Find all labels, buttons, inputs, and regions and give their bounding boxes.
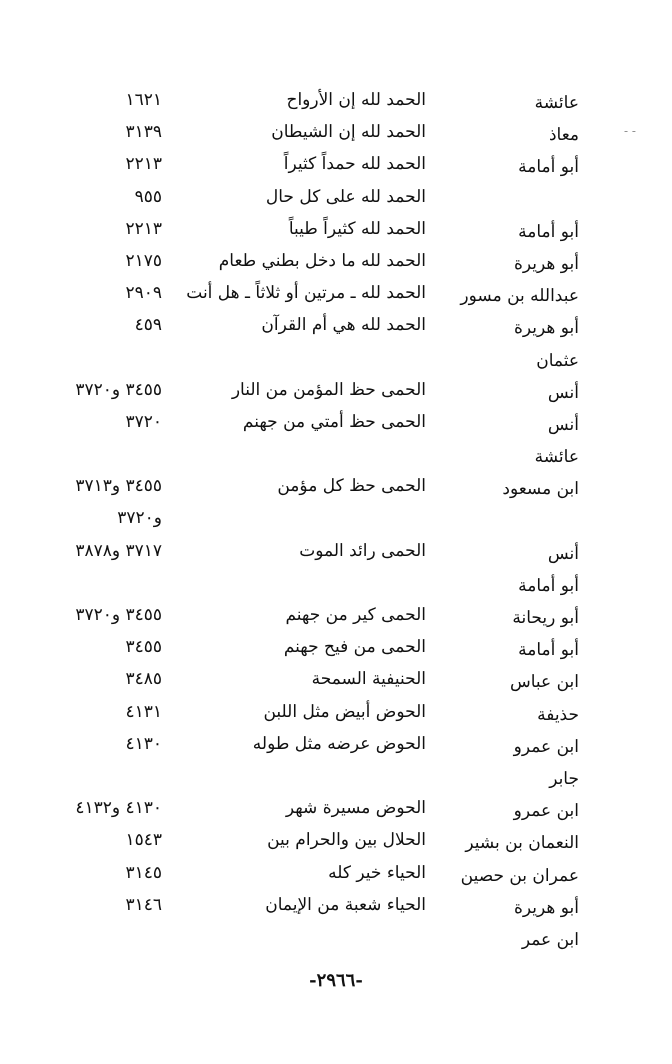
narrator-name: عائشة bbox=[534, 447, 579, 468]
index-row bbox=[0, 309, 672, 341]
narrator-name: أبو هريرة bbox=[513, 318, 579, 339]
index-row bbox=[0, 470, 672, 502]
narrator-name: أبو هريرة bbox=[513, 253, 579, 274]
narrator-name: ابن عمرو bbox=[513, 736, 579, 757]
hadith-incipit: الحمد لله كثيراً طيباً bbox=[288, 218, 426, 239]
hadith-incipit: الحياء شعبة من الإيمان bbox=[265, 894, 426, 915]
hadith-incipit: الحمد لله على كل حال bbox=[265, 186, 426, 207]
index-row bbox=[0, 277, 672, 309]
narrator-name: ابن عمر bbox=[521, 929, 579, 950]
hadith-incipit: الحمد لله ـ مرتين أو ثلاثاً ـ هل أنت bbox=[186, 283, 426, 304]
hadith-reference-number: ١٥٤٣ bbox=[125, 830, 162, 851]
hadith-incipit: الحوض مسيرة شهر bbox=[285, 798, 426, 819]
hadith-incipit: الحمى من فيح جهنم bbox=[283, 637, 426, 658]
index-row bbox=[0, 631, 672, 663]
index-row bbox=[0, 116, 672, 148]
narrator-name: جابر bbox=[549, 768, 579, 789]
narrator-name: أبو ريحانة bbox=[512, 608, 579, 628]
index-row bbox=[0, 438, 672, 470]
hadith-incipit: الحمد لله إن الأرواح bbox=[286, 90, 426, 110]
hadith-incipit: الحمد لله ما دخل بطني طعام bbox=[218, 250, 426, 271]
hadith-reference-number: ٢١٧٥ bbox=[125, 250, 162, 271]
index-row bbox=[0, 502, 672, 534]
hadith-incipit: الحلال بين والحرام بين bbox=[267, 830, 426, 851]
index-row bbox=[0, 535, 672, 567]
hadith-incipit: الحنيفية السمحة bbox=[311, 669, 426, 690]
margin-mark: - - bbox=[624, 124, 636, 138]
index-row bbox=[0, 857, 672, 889]
hadith-reference-number: و٣٧٢٠ bbox=[117, 508, 162, 529]
hadith-reference-number: ٣٤٨٥ bbox=[125, 669, 162, 690]
hadith-reference-number: ٣١٤٥ bbox=[125, 862, 162, 883]
hadith-incipit: الحمى حظ كل مؤمن bbox=[277, 476, 426, 497]
narrator-name: أبو أمامة bbox=[518, 575, 579, 596]
hadith-incipit: الحوض عرضه مثل طوله bbox=[252, 733, 426, 754]
hadith-reference-number: ٤١٣٠ bbox=[125, 733, 162, 754]
hadith-reference-number: ٢٢١٣ bbox=[125, 154, 162, 175]
hadith-reference-number: ٣٤٥٥ و٣٧٢٠ bbox=[75, 379, 162, 400]
narrator-name: ابن عمرو bbox=[513, 801, 579, 822]
hadith-reference-number: ٣١٤٦ bbox=[125, 894, 162, 915]
index-row bbox=[0, 696, 672, 728]
hadith-incipit: الحياء خير كله bbox=[328, 862, 426, 883]
index-row bbox=[0, 245, 672, 277]
index-row bbox=[0, 567, 672, 599]
narrator-name: عائشة bbox=[534, 93, 579, 113]
index-row bbox=[0, 728, 672, 760]
hadith-reference-number: ٢٢١٣ bbox=[125, 218, 162, 239]
index-row bbox=[0, 760, 672, 792]
narrator-name: أنس bbox=[547, 543, 579, 564]
narrator-name: ابن مسعود bbox=[502, 479, 579, 500]
narrator-name: النعمان بن بشير bbox=[465, 833, 579, 854]
narrator-name: عمران بن حصين bbox=[460, 865, 579, 886]
hadith-reference-number: ٣٤٥٥ و٣٧٢٠ bbox=[75, 605, 162, 625]
narrator-name: عثمان bbox=[536, 350, 579, 371]
index-row bbox=[0, 889, 672, 921]
narrator-name: أبو أمامة bbox=[518, 221, 579, 242]
hadith-incipit: الحمى حظ المؤمن من النار bbox=[231, 379, 426, 400]
index-row bbox=[0, 148, 672, 180]
narrator-name: أنس bbox=[547, 382, 579, 403]
hadith-incipit: الحمد لله هي أم القرآن bbox=[261, 315, 426, 336]
index-entries bbox=[0, 84, 672, 953]
index-row bbox=[0, 406, 672, 438]
hadith-incipit: الحمى حظ أمتي من جهنم bbox=[242, 411, 426, 432]
hadith-incipit: الحمد لله حمداً كثيراً bbox=[283, 154, 426, 175]
index-row bbox=[0, 663, 672, 695]
index-row bbox=[0, 213, 672, 245]
page-number: -٢٩٦٦- bbox=[309, 970, 363, 991]
index-row bbox=[0, 921, 672, 953]
hadith-reference-number: ١٦٢١ bbox=[125, 90, 162, 110]
narrator-name: ابن عباس bbox=[509, 672, 579, 693]
narrator-name: أبو أمامة bbox=[518, 640, 579, 661]
index-row bbox=[0, 824, 672, 856]
hadith-reference-number: ٣٤٥٥ bbox=[125, 637, 162, 658]
hadith-reference-number: ٤١٣١ bbox=[125, 701, 162, 722]
hadith-reference-number: ٣٧١٧ و٣٨٧٨ bbox=[75, 540, 162, 561]
hadith-reference-number: ٣٤٥٥ و٣٧١٣ bbox=[75, 476, 162, 497]
hadith-reference-number: ٢٩٠٩ bbox=[125, 283, 162, 304]
narrator-name: عبدالله بن مسور bbox=[460, 286, 579, 307]
narrator-name: حذيفة bbox=[537, 704, 579, 725]
index-row bbox=[0, 84, 672, 116]
hadith-incipit: الحمى كير من جهنم bbox=[285, 605, 426, 625]
hadith-incipit: الحمد لله إن الشيطان bbox=[271, 122, 426, 143]
index-row bbox=[0, 599, 672, 631]
narrator-name: أبو هريرة bbox=[513, 897, 579, 918]
hadith-reference-number: ٣١٣٩ bbox=[125, 122, 162, 143]
hadith-reference-number: ٩٥٥ bbox=[134, 186, 162, 207]
narrator-name: معاذ bbox=[548, 125, 579, 146]
hadith-reference-number: ٤١٣٠ و٤١٣٢ bbox=[75, 798, 162, 819]
index-row bbox=[0, 374, 672, 406]
hadith-reference-number: ٣٧٢٠ bbox=[125, 411, 162, 432]
narrator-name: أنس bbox=[547, 414, 579, 435]
hadith-reference-number: ٤٥٩ bbox=[134, 315, 162, 336]
hadith-incipit: الحوض أبيض مثل اللبن bbox=[263, 701, 426, 722]
index-row bbox=[0, 342, 672, 374]
hadith-incipit: الحمى رائد الموت bbox=[299, 540, 426, 561]
index-row bbox=[0, 792, 672, 824]
index-row bbox=[0, 181, 672, 213]
narrator-name: أبو أمامة bbox=[518, 157, 579, 178]
